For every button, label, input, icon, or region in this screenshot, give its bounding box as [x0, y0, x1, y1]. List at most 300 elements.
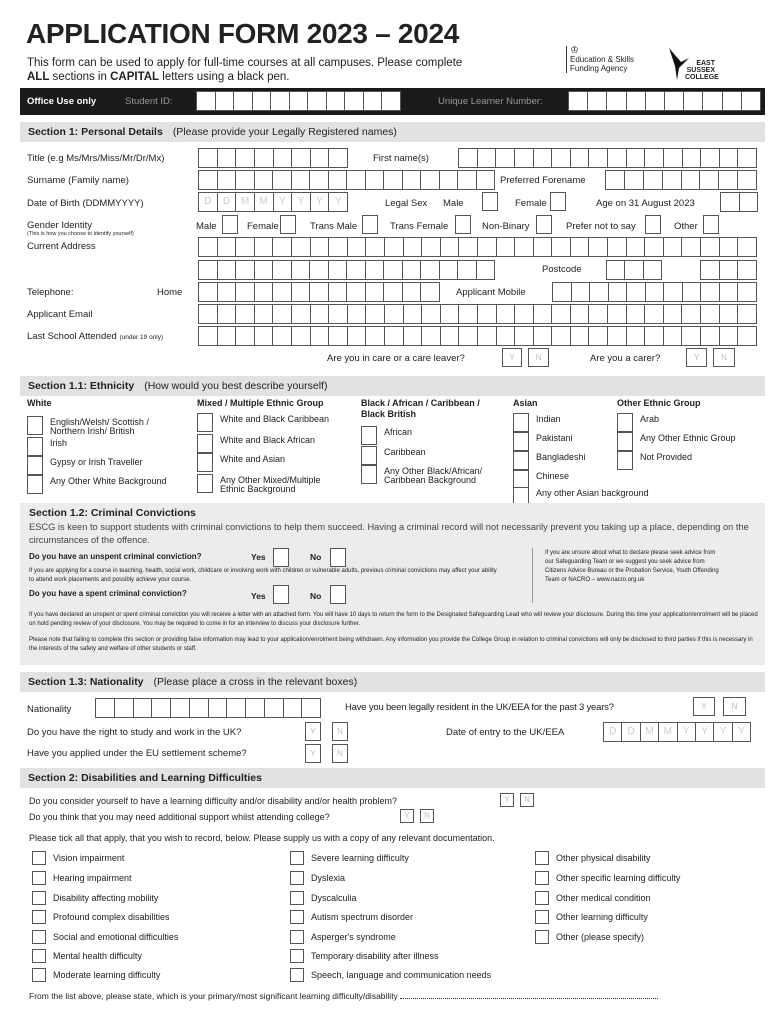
char-box[interactable]: [308, 92, 327, 110]
char-box[interactable]: [684, 92, 703, 110]
char-box[interactable]: [255, 305, 274, 323]
char-box[interactable]: [589, 305, 608, 323]
ethnicity-checkbox[interactable]: [197, 413, 213, 432]
char-box[interactable]: [534, 149, 553, 167]
char-box[interactable]: [477, 171, 495, 189]
char-box[interactable]: [310, 261, 329, 279]
char-box[interactable]: Y: [678, 723, 696, 741]
char-box[interactable]: Y: [311, 193, 330, 211]
ethnicity-checkbox[interactable]: [27, 456, 43, 475]
char-box[interactable]: [311, 238, 330, 256]
char-box[interactable]: [607, 261, 625, 279]
char-box[interactable]: [478, 149, 497, 167]
char-box[interactable]: [440, 171, 459, 189]
char-box[interactable]: [608, 149, 627, 167]
disability-checkbox[interactable]: [290, 968, 304, 982]
disability-checkbox[interactable]: [32, 891, 46, 905]
char-box[interactable]: [199, 283, 218, 301]
school-field[interactable]: [198, 326, 757, 346]
disability-checkbox[interactable]: [535, 871, 549, 885]
char-box[interactable]: [199, 149, 218, 167]
char-box[interactable]: Y: [292, 193, 311, 211]
disability-checkbox[interactable]: [32, 871, 46, 885]
spent-no-checkbox[interactable]: [330, 585, 346, 604]
char-box[interactable]: [608, 238, 627, 256]
gender-option-checkbox[interactable]: [645, 215, 661, 234]
char-box[interactable]: [645, 238, 664, 256]
char-box[interactable]: [329, 327, 348, 345]
char-box[interactable]: [720, 305, 739, 323]
char-box[interactable]: [458, 261, 477, 279]
char-box[interactable]: [385, 238, 404, 256]
char-box[interactable]: [701, 149, 720, 167]
eu-settlement-no[interactable]: N: [332, 744, 348, 763]
unspent-no-checkbox[interactable]: [330, 548, 346, 567]
char-box[interactable]: [572, 283, 591, 301]
legal-sex-male-checkbox[interactable]: [482, 192, 498, 211]
char-box[interactable]: [721, 193, 740, 211]
mobile-field[interactable]: [552, 282, 757, 302]
char-box[interactable]: [645, 149, 664, 167]
char-box[interactable]: [403, 283, 422, 301]
support-yes[interactable]: Y: [400, 809, 414, 823]
char-box[interactable]: [625, 171, 644, 189]
char-box[interactable]: [627, 238, 646, 256]
char-box[interactable]: [234, 92, 253, 110]
char-box[interactable]: [403, 261, 422, 279]
char-box[interactable]: [218, 327, 237, 345]
char-box[interactable]: Y: [274, 193, 293, 211]
resident-yes[interactable]: Y: [693, 697, 715, 716]
nationality-field[interactable]: [95, 698, 321, 718]
char-box[interactable]: [515, 238, 534, 256]
ethnicity-checkbox[interactable]: [361, 426, 377, 445]
char-box[interactable]: [723, 92, 742, 110]
char-box[interactable]: [740, 193, 758, 211]
char-box[interactable]: [644, 261, 661, 279]
char-box[interactable]: [253, 92, 272, 110]
char-box[interactable]: [720, 283, 739, 301]
ethnicity-checkbox[interactable]: [513, 413, 529, 432]
char-box[interactable]: [742, 92, 760, 110]
disability-checkbox[interactable]: [32, 968, 46, 982]
char-box[interactable]: [589, 238, 608, 256]
char-box[interactable]: [664, 149, 683, 167]
char-box[interactable]: [345, 92, 364, 110]
disability-checkbox[interactable]: [290, 891, 304, 905]
char-box[interactable]: [292, 171, 311, 189]
char-box[interactable]: [459, 149, 478, 167]
gender-option-checkbox[interactable]: [280, 215, 296, 234]
char-box[interactable]: [738, 171, 756, 189]
char-box[interactable]: [227, 699, 246, 717]
char-box[interactable]: [701, 283, 720, 301]
care-leaver-no[interactable]: N: [528, 348, 549, 367]
ethnicity-checkbox[interactable]: [27, 437, 43, 456]
char-box[interactable]: [199, 171, 218, 189]
surname-field[interactable]: [198, 170, 495, 190]
char-box[interactable]: [663, 171, 682, 189]
char-box[interactable]: [720, 261, 739, 279]
char-box[interactable]: [209, 699, 228, 717]
char-box[interactable]: [329, 283, 348, 301]
char-box[interactable]: [441, 327, 460, 345]
char-box[interactable]: [701, 238, 720, 256]
char-box[interactable]: [348, 238, 367, 256]
entry-date-field[interactable]: [603, 722, 751, 742]
char-box[interactable]: [199, 305, 218, 323]
char-box[interactable]: [683, 283, 702, 301]
char-box[interactable]: [310, 171, 329, 189]
char-box[interactable]: [738, 283, 756, 301]
char-box[interactable]: [171, 699, 190, 717]
char-box[interactable]: [664, 305, 683, 323]
char-box[interactable]: [703, 92, 722, 110]
char-box[interactable]: [606, 171, 625, 189]
char-box[interactable]: [216, 92, 235, 110]
char-box[interactable]: [290, 92, 309, 110]
char-box[interactable]: [534, 238, 553, 256]
disability-checkbox[interactable]: [290, 949, 304, 963]
char-box[interactable]: [440, 261, 459, 279]
char-box[interactable]: [236, 283, 255, 301]
char-box[interactable]: M: [641, 723, 659, 741]
char-box[interactable]: [701, 327, 720, 345]
char-box[interactable]: [608, 327, 627, 345]
ethnicity-checkbox[interactable]: [197, 453, 213, 472]
char-box[interactable]: [255, 171, 274, 189]
char-box[interactable]: [701, 261, 720, 279]
disability-checkbox[interactable]: [535, 851, 549, 865]
char-box[interactable]: [199, 238, 218, 256]
char-box[interactable]: [255, 149, 274, 167]
disability-checkbox[interactable]: [535, 930, 549, 944]
student-id-field[interactable]: [196, 91, 401, 111]
ethnicity-checkbox[interactable]: [197, 474, 213, 493]
char-box[interactable]: [720, 327, 739, 345]
char-box[interactable]: [329, 305, 348, 323]
char-box[interactable]: [422, 238, 441, 256]
char-box[interactable]: [569, 92, 588, 110]
char-box[interactable]: [738, 327, 756, 345]
char-box[interactable]: [199, 261, 218, 279]
char-box[interactable]: [302, 699, 320, 717]
right-to-study-no[interactable]: N: [332, 722, 348, 741]
char-box[interactable]: [553, 283, 572, 301]
char-box[interactable]: [627, 283, 646, 301]
char-box[interactable]: [199, 327, 218, 345]
char-box[interactable]: D: [218, 193, 237, 211]
char-box[interactable]: [497, 238, 516, 256]
disability-no[interactable]: N: [520, 793, 534, 807]
char-box[interactable]: [422, 327, 441, 345]
spent-yes-checkbox[interactable]: [273, 585, 289, 604]
char-box[interactable]: [701, 305, 720, 323]
char-box[interactable]: [273, 283, 292, 301]
char-box[interactable]: [458, 171, 477, 189]
char-box[interactable]: [627, 327, 646, 345]
disability-checkbox[interactable]: [32, 949, 46, 963]
disability-checkbox[interactable]: [535, 910, 549, 924]
ethnicity-checkbox[interactable]: [513, 451, 529, 470]
eu-settlement-yes[interactable]: Y: [305, 744, 321, 763]
char-box[interactable]: [515, 305, 534, 323]
char-box[interactable]: [645, 305, 664, 323]
char-box[interactable]: [571, 327, 590, 345]
char-box[interactable]: [218, 238, 237, 256]
char-box[interactable]: [236, 261, 255, 279]
char-box[interactable]: [588, 92, 607, 110]
char-box[interactable]: [384, 283, 403, 301]
char-box[interactable]: [552, 327, 571, 345]
char-box[interactable]: [552, 305, 571, 323]
char-box[interactable]: [382, 92, 400, 110]
char-box[interactable]: [607, 92, 626, 110]
carer-no[interactable]: N: [713, 348, 735, 367]
char-box[interactable]: [348, 327, 367, 345]
char-box[interactable]: [738, 149, 756, 167]
char-box[interactable]: [366, 171, 385, 189]
char-box[interactable]: [218, 261, 237, 279]
char-box[interactable]: [664, 283, 683, 301]
gender-option-checkbox[interactable]: [455, 215, 471, 234]
char-box[interactable]: [115, 699, 134, 717]
char-box[interactable]: [720, 238, 739, 256]
char-box[interactable]: D: [199, 193, 218, 211]
char-box[interactable]: [329, 171, 348, 189]
char-box[interactable]: [682, 238, 701, 256]
char-box[interactable]: [311, 149, 330, 167]
char-box[interactable]: [190, 699, 209, 717]
char-box[interactable]: [366, 261, 385, 279]
ethnicity-checkbox[interactable]: [27, 475, 43, 494]
char-box[interactable]: [738, 238, 756, 256]
char-box[interactable]: [236, 171, 255, 189]
char-box[interactable]: [609, 283, 628, 301]
char-box[interactable]: [310, 283, 329, 301]
char-box[interactable]: [366, 283, 385, 301]
char-box[interactable]: [644, 171, 663, 189]
char-box[interactable]: M: [255, 193, 274, 211]
char-box[interactable]: [478, 305, 497, 323]
uln-field[interactable]: [568, 91, 761, 111]
char-box[interactable]: [478, 238, 497, 256]
char-box[interactable]: [274, 149, 293, 167]
char-box[interactable]: [478, 327, 497, 345]
ethnicity-checkbox[interactable]: [361, 465, 377, 484]
char-box[interactable]: [292, 305, 311, 323]
char-box[interactable]: [255, 238, 274, 256]
char-box[interactable]: [236, 327, 255, 345]
char-box[interactable]: [683, 149, 702, 167]
char-box[interactable]: [273, 305, 292, 323]
char-box[interactable]: [236, 305, 255, 323]
right-to-study-yes[interactable]: Y: [305, 722, 321, 741]
char-box[interactable]: M: [236, 193, 255, 211]
ethnicity-checkbox[interactable]: [617, 451, 633, 470]
char-box[interactable]: [311, 305, 330, 323]
char-box[interactable]: [292, 283, 311, 301]
char-box[interactable]: [329, 238, 348, 256]
char-box[interactable]: D: [622, 723, 640, 741]
legal-sex-female-checkbox[interactable]: [550, 192, 566, 211]
disability-checkbox[interactable]: [290, 930, 304, 944]
address-line-2-field[interactable]: [198, 260, 495, 280]
char-box[interactable]: [571, 305, 590, 323]
char-box[interactable]: [292, 261, 311, 279]
char-box[interactable]: [96, 699, 115, 717]
char-box[interactable]: [421, 261, 440, 279]
char-box[interactable]: [246, 699, 265, 717]
disability-checkbox[interactable]: [290, 851, 304, 865]
char-box[interactable]: [384, 171, 403, 189]
ethnicity-checkbox[interactable]: [361, 446, 377, 465]
char-box[interactable]: [682, 305, 701, 323]
home-phone-field[interactable]: [198, 282, 440, 302]
unspent-yes-checkbox[interactable]: [273, 548, 289, 567]
gender-option-checkbox[interactable]: [222, 215, 238, 234]
address-line-1-field[interactable]: [198, 237, 757, 257]
char-box[interactable]: [589, 149, 608, 167]
char-box[interactable]: [552, 149, 571, 167]
char-box[interactable]: [273, 238, 292, 256]
primary-disability-line[interactable]: [29, 991, 658, 1001]
char-box[interactable]: [719, 171, 738, 189]
gender-option-checkbox[interactable]: [703, 215, 719, 234]
char-box[interactable]: [627, 92, 646, 110]
care-leaver-yes[interactable]: Y: [502, 348, 522, 367]
char-box[interactable]: [441, 238, 460, 256]
ethnicity-checkbox[interactable]: [513, 432, 529, 451]
char-box[interactable]: [348, 305, 367, 323]
char-box[interactable]: [255, 261, 274, 279]
ethnicity-checkbox[interactable]: [197, 434, 213, 453]
char-box[interactable]: [459, 238, 478, 256]
char-box[interactable]: [627, 149, 646, 167]
char-box[interactable]: [422, 305, 441, 323]
gender-option-checkbox[interactable]: [362, 215, 378, 234]
char-box[interactable]: [608, 305, 627, 323]
char-box[interactable]: [311, 327, 330, 345]
char-box[interactable]: [347, 171, 366, 189]
char-box[interactable]: [364, 92, 383, 110]
char-box[interactable]: [273, 327, 292, 345]
char-box[interactable]: [134, 699, 153, 717]
char-box[interactable]: [265, 699, 284, 717]
char-box[interactable]: [404, 238, 423, 256]
char-box[interactable]: M: [659, 723, 677, 741]
age-field[interactable]: [720, 192, 758, 212]
char-box[interactable]: [646, 283, 665, 301]
char-box[interactable]: [497, 327, 516, 345]
char-box[interactable]: [738, 261, 756, 279]
char-box[interactable]: [590, 283, 609, 301]
dob-field[interactable]: [198, 192, 348, 212]
char-box[interactable]: [385, 305, 404, 323]
char-box[interactable]: [152, 699, 171, 717]
char-box[interactable]: [477, 261, 495, 279]
disability-checkbox[interactable]: [32, 910, 46, 924]
carer-yes[interactable]: Y: [686, 348, 707, 367]
char-box[interactable]: [664, 327, 683, 345]
char-box[interactable]: Y: [714, 723, 732, 741]
char-box[interactable]: [497, 305, 516, 323]
char-box[interactable]: Y: [737, 726, 745, 737]
char-box[interactable]: [459, 327, 478, 345]
char-box[interactable]: [589, 327, 608, 345]
char-box[interactable]: [271, 92, 290, 110]
char-box[interactable]: [738, 305, 756, 323]
char-box[interactable]: [366, 238, 385, 256]
char-box[interactable]: [255, 327, 274, 345]
char-box[interactable]: [421, 171, 440, 189]
char-box[interactable]: [421, 283, 439, 301]
char-box[interactable]: [292, 327, 311, 345]
char-box[interactable]: [571, 238, 590, 256]
char-box[interactable]: [534, 327, 553, 345]
ethnicity-checkbox[interactable]: [27, 416, 43, 435]
char-box[interactable]: [292, 238, 311, 256]
char-box[interactable]: [720, 149, 739, 167]
char-box[interactable]: [327, 92, 346, 110]
char-box[interactable]: [255, 283, 274, 301]
char-box[interactable]: [384, 261, 403, 279]
postcode-field-2[interactable]: [700, 260, 757, 280]
support-no[interactable]: N: [420, 809, 434, 823]
postcode-field-1[interactable]: [606, 260, 662, 280]
char-box[interactable]: [515, 327, 534, 345]
char-box[interactable]: [700, 171, 719, 189]
char-box[interactable]: [664, 238, 683, 256]
char-box[interactable]: [385, 327, 404, 345]
first-name-field[interactable]: [458, 148, 757, 168]
disability-yes[interactable]: Y: [500, 793, 514, 807]
disability-checkbox[interactable]: [32, 851, 46, 865]
primary-disability-input[interactable]: [400, 998, 658, 999]
char-box[interactable]: [218, 171, 237, 189]
title-field[interactable]: [198, 148, 348, 168]
resident-no[interactable]: N: [723, 697, 746, 716]
preferred-forename-field[interactable]: [605, 170, 757, 190]
char-box[interactable]: [515, 149, 534, 167]
char-box[interactable]: Y: [334, 196, 342, 207]
ethnicity-checkbox[interactable]: [617, 432, 633, 451]
char-box[interactable]: [273, 261, 292, 279]
char-box[interactable]: [347, 261, 366, 279]
char-box[interactable]: [627, 305, 646, 323]
disability-checkbox[interactable]: [32, 930, 46, 944]
char-box[interactable]: [366, 327, 385, 345]
char-box[interactable]: [496, 149, 515, 167]
disability-checkbox[interactable]: [535, 891, 549, 905]
char-box[interactable]: [403, 171, 422, 189]
char-box[interactable]: [404, 327, 423, 345]
char-box[interactable]: [236, 149, 255, 167]
char-box[interactable]: [197, 92, 216, 110]
char-box[interactable]: [682, 171, 701, 189]
char-box[interactable]: [366, 305, 385, 323]
char-box[interactable]: [218, 305, 237, 323]
char-box[interactable]: [646, 92, 665, 110]
char-box[interactable]: [218, 149, 237, 167]
ethnicity-checkbox[interactable]: [617, 413, 633, 432]
char-box[interactable]: [273, 171, 292, 189]
char-box[interactable]: [645, 327, 664, 345]
char-box[interactable]: [329, 149, 347, 167]
email-field[interactable]: [198, 304, 757, 324]
char-box[interactable]: [534, 305, 553, 323]
char-box[interactable]: [329, 261, 348, 279]
